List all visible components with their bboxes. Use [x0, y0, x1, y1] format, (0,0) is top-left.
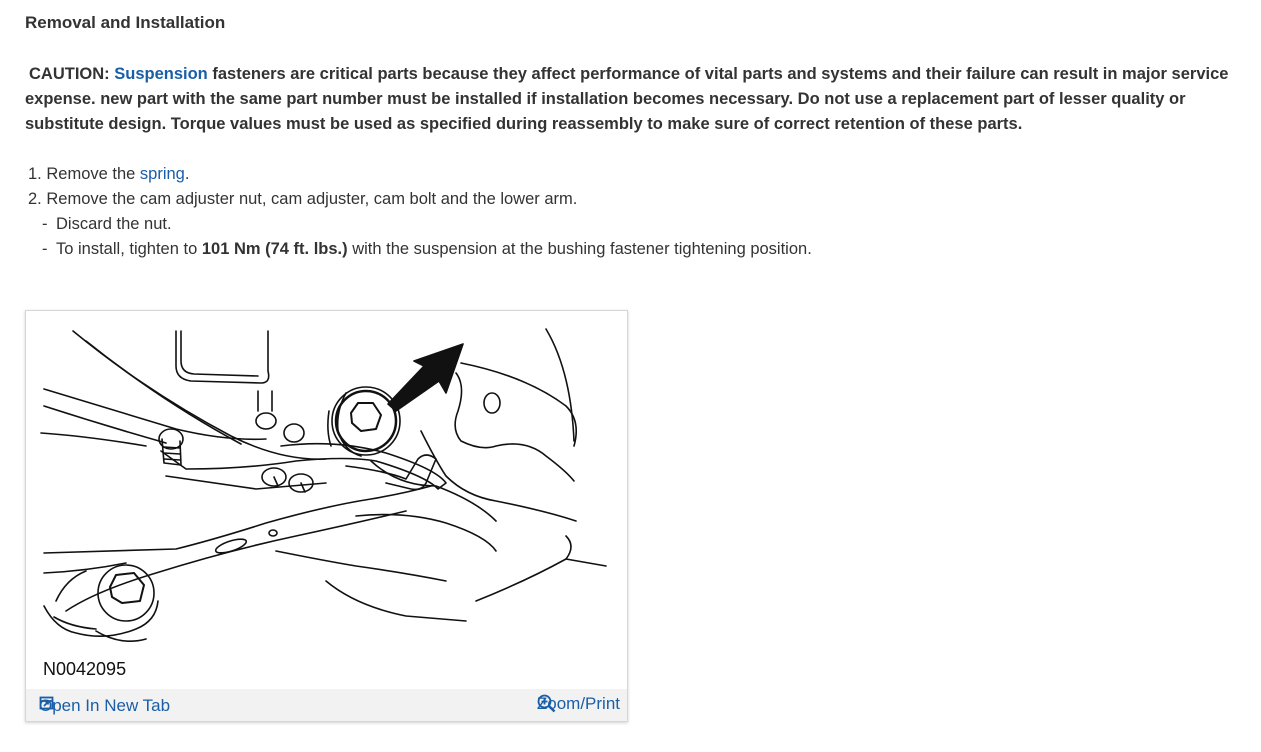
substep-discard — [28, 212, 812, 237]
open-new-tab-button[interactable] — [39, 696, 170, 716]
zoom-print-button[interactable] — [537, 694, 620, 714]
substep-text-end: with the suspension at the bushing fastener tightening position. — [347, 240, 812, 258]
step-text-end: . — [184, 165, 190, 183]
step-text: Remove the cam adjuster nut, cam adjuster, cam bolt and the lower arm. — [46, 190, 578, 208]
substep-torque — [28, 237, 812, 262]
cam-bolt — [328, 387, 400, 456]
illustration-panel — [25, 310, 628, 722]
section-heading: Removal and Installation — [25, 13, 226, 32]
zoom-in-icon — [537, 694, 556, 713]
caution-text: fasteners are critical parts because they affect performance of vital parts and systems and their failure can result in major service expense. new part with the same part number must be installed if installation becomes necessary. Do not use a replacement part of lesser quality or substitute design. Torque values must be used as specified during reassembly to make sure of correct retention of these parts. — [25, 65, 1229, 133]
bullet-dash: - — [42, 215, 48, 233]
figure-footer — [26, 689, 627, 721]
step-2 — [28, 187, 812, 212]
caution-paragraph — [25, 62, 1240, 137]
figure-code: N0042095 — [43, 659, 127, 679]
step-text: Remove the — [46, 165, 140, 183]
step-number: 2. — [28, 190, 42, 208]
open-new-tab-label: Open In New Tab — [39, 696, 171, 715]
lower-arm-illustration[interactable] — [26, 311, 627, 689]
zoom-print-label: Zoom/Print — [536, 694, 620, 713]
spring-link[interactable]: spring — [139, 165, 185, 183]
caution-label: CAUTION: — [29, 65, 110, 83]
procedure-steps — [28, 162, 812, 262]
bullet-dash: - — [42, 240, 48, 258]
cam-adjuster — [44, 565, 158, 641]
suspension-link[interactable]: Suspension — [114, 65, 208, 83]
torque-value: 101 Nm (74 ft. lbs.) — [201, 240, 348, 258]
step-number: 1. — [28, 165, 42, 183]
substep-text: Discard the nut. — [56, 215, 172, 233]
pointer-arrow — [388, 344, 463, 411]
open-new-tab-icon — [39, 696, 54, 711]
substep-text: To install, tighten to — [56, 240, 202, 258]
step-1 — [28, 162, 812, 187]
